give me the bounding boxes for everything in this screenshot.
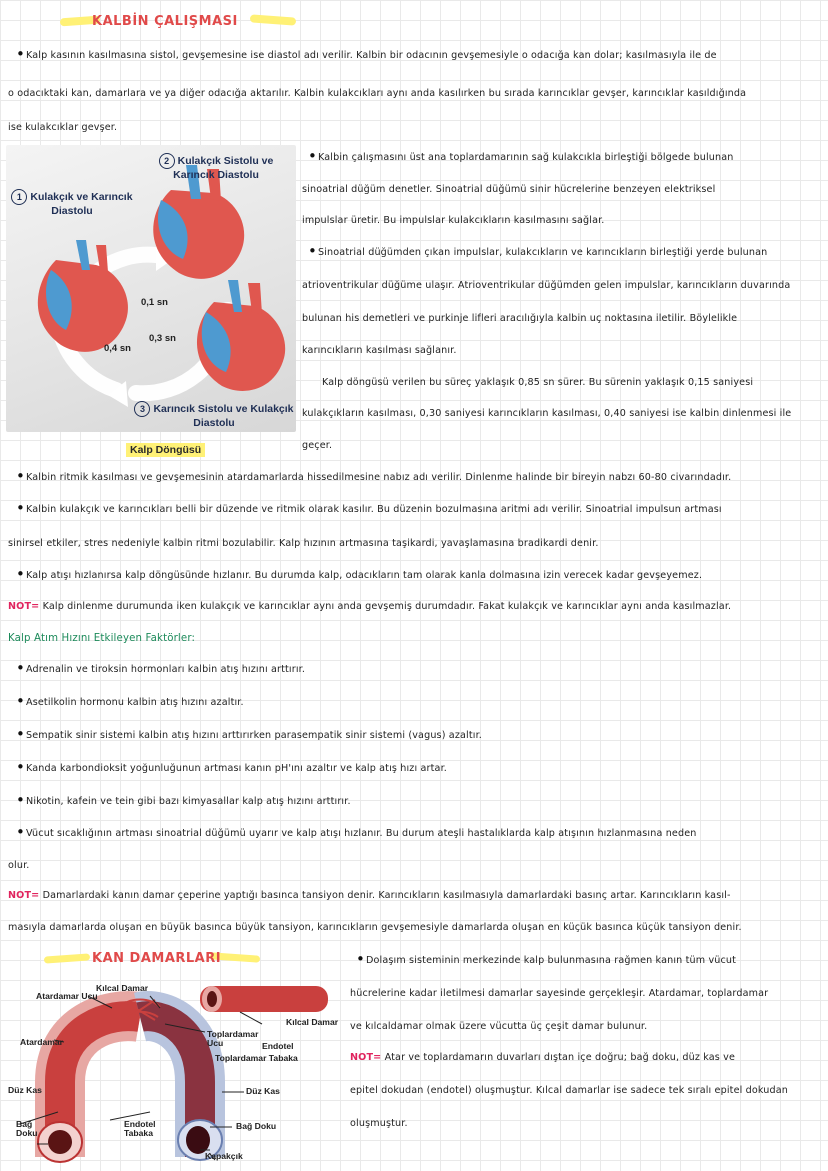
bullet-aritmi-line-2: sinirsel etkiler, stres nedeniyle kalbin ritmi bozulabilir. Kalp hızının artmasına taşikardi, yavaşlamasına bradikardi denir.: [8, 538, 599, 549]
s2-bullet-line-2: hücrelerine kadar iletilmesi damarlar sayesinde gerçekleşir. Atardamar, toplardamar: [350, 988, 769, 999]
stage-2-label: 2 Kulakçık Sistolu ve Karıncık Diastolu: [138, 153, 294, 181]
paragraph-1-line-1: Kalp kasının kasılmasına sistol, gevşemesine ise diastol adı verilir. Kalbin bir odacının gevşemesiyle o odacığa kan dolar; kasılmasıyla ile de: [26, 50, 717, 61]
note-1-label: NOT=: [8, 601, 40, 612]
right-bullet-2-line-3: bulunan his demetleri ve purkinje lifleri aracılığıyla kalbin uç noktasına iletilir. Böylelikle: [302, 313, 738, 324]
s2-note-line-3: oluşmuştur.: [350, 1118, 408, 1129]
factors-title: Kalp Atım Hızını Etkileyen Faktörler:: [8, 633, 196, 644]
time-0-4-label: 0,4 sn: [104, 343, 131, 354]
s2-note-label: NOT=: [350, 1052, 382, 1063]
bullet-kalp-atisi: Kalp atışı hızlanırsa kalp döngüsünde hızlanır. Bu durumda kalp, odacıkların tam olarak kanla dolmasına izin verecek kadar gevşeyemez.: [26, 570, 703, 581]
right-bullet-2-line-4: karıncıkların kasılması sağlanır.: [302, 345, 457, 356]
s2-note-text-1: Atar ve toplardamarın duvarları dıştan içe doğru; bağ doku, düz kas ve: [384, 1052, 736, 1063]
label-endotel-tabaka: Endotel Tabaka: [124, 1119, 156, 1139]
label-duz-kas-left: Düz Kas: [8, 1085, 42, 1095]
bullet-aritmi-line-1: Kalbin kulakçık ve karıncıkları belli bir düzende ve ritmik olarak kasılır. Bu düzenin bozulmasına aritmi adı verilir. Sinoatrial impulsun artması: [26, 504, 722, 515]
time-0-3-label: 0,3 sn: [149, 333, 176, 344]
stage-3-label: 3 Karıncık Sistolu ve Kulakçık Diastolu: [134, 401, 294, 429]
note-2-line-1: [8, 890, 822, 902]
note-2-line-2: masıyla damarlarda oluşan en büyük basınca büyük tansiyon, karıncıkların gevşemesiyle damarlarda oluşan en küçük basınca küçük tansiyon denir.: [8, 922, 742, 933]
right-para-3-line-2: kulakçıkların kasılması, 0,30 saniyesi karıncıkların kasılması, 0,40 saniyesi ise kalbin dinlenmesi ile: [302, 408, 792, 419]
factor-3: Sempatik sinir sistemi kalbin atış hızını arttırırken parasempatik sinir sistemi (vagus) azaltır.: [26, 730, 482, 741]
caption-kalp-dongusu: Kalp Döngüsü: [126, 443, 205, 457]
right-bullet-2-line-1: Sinoatrial düğümden çıkan impulslar, kulakcıkların ve karıncıkların birleştiği yerde bulunan: [318, 247, 768, 258]
time-0-1-label: 0,1 sn: [141, 297, 168, 308]
stage-1-number: 1: [11, 189, 27, 205]
right-bullet-1-line-2: sinoatrial düğüm denetler. Sinoatrial düğümü sinir hücrelerine benzeyen elektriksel: [302, 184, 716, 195]
paragraph-1-line-2: o odacıktaki kan, damarlara ve ya diğer odacığa aktarılır. Kalbin kulakcıkları aynı anda kasılırken bu sırada karıncıklar gevşer, karıncıklar kasıldığında: [8, 88, 747, 99]
right-bullet-1-line-3: impulslar üretir. Bu impulslar kulakcıkların kasılmasını sağlar.: [302, 215, 605, 226]
label-toplardamar-tabaka: Toplardamar Tabaka: [215, 1053, 298, 1063]
bullet-nabiz: Kalbin ritmik kasılması ve gevşemesinin atardamarlarda hissedilmesine nabız adı verilir. Dinlenme halinde bir bireyin nabzı 60-80 civarındadır.: [26, 472, 732, 483]
label-atardamar: Atardamar: [20, 1037, 63, 1047]
note-2-text-1: Damarlardaki kanın damar çeperine yaptığı basınca tansiyon denir. Karıncıkların kasılmasıyla damarlardaki basınç artar. Karıncıkların kasıl-: [42, 890, 731, 901]
right-bullet-1-line-1: Kalbin çalışmasını üst ana toplardamarının sağ kulakcıkla birleştiği bölgede bulunan: [318, 152, 734, 163]
factor-1: Adrenalin ve tiroksin hormonları kalbin atış hızını arttırır.: [26, 664, 306, 675]
factor-6-line-2: olur.: [8, 860, 30, 871]
factor-6-line-1: Vücut sıcaklığının artması sinoatrial düğümü uyarır ve kalp atışı hızlanır. Bu durum ateşli hastalıklarda kalp atışının hızlanmasına neden: [26, 828, 697, 839]
right-bullet-2-line-2: atrioventrikular düğüme ulaşır. Atrioventrikular düğümden gelen impulslar, karıncıkların duvarında: [302, 280, 791, 291]
label-duz-kas-right: Düz Kas: [246, 1086, 280, 1096]
section-title-kan-damarlari: KAN DAMARLARI: [92, 951, 222, 966]
s2-bullet-line-1: Dolaşım sisteminin merkezinde kalp bulunmasına rağmen kanın tüm vücut: [366, 955, 737, 966]
note-1: [8, 601, 822, 613]
right-para-3-line-3: geçer.: [302, 440, 333, 451]
title2-highlight-left: [44, 953, 90, 963]
factor-4: Kanda karbondioksit yoğunluğunun artması kanın pH'ını azaltır ve kalp atış hızı artar.: [26, 763, 447, 774]
title-highlight-right: [250, 14, 296, 25]
stage-1-label: 1 Kulakçık ve Karıncık Diastolu: [10, 189, 134, 217]
s2-note-line-1: [350, 1052, 822, 1064]
factor-2: Asetilkolin hormonu kalbin atış hızını azaltır.: [26, 697, 244, 708]
factor-5: Nikotin, kafein ve tein gibi bazı kimyasallar kalp atış hızını arttırır.: [26, 796, 351, 807]
label-bag-doku-left: Bağ Doku: [16, 1119, 38, 1139]
heart-cycle-figure: [6, 145, 296, 432]
note-1-text: Kalp dinlenme durumunda iken kulakçık ve karıncıklar aynı anda gevşemiş durumdadır. Fakat kulakçık ve karıncıklar aynı anda kasılmazlar.: [42, 601, 732, 612]
paragraph-1-line-3: ise kulakcıklar gevşer.: [8, 122, 118, 133]
section-title-kalbin-calismasi: KALBİN ÇALIŞMASI: [92, 14, 238, 29]
label-atardamar-ucu: Atardamar Ucu: [36, 991, 98, 1001]
s2-bullet-line-3: ve kılcaldamar olmak üzere vücutta üç çeşit damar bulunur.: [350, 1021, 648, 1032]
label-endotel: Endotel: [262, 1041, 294, 1051]
stage-2-number: 2: [159, 153, 175, 169]
stage-3-number: 3: [134, 401, 150, 417]
note-2-label: NOT=: [8, 890, 40, 901]
label-kilcal-damar: Kılcal Damar: [96, 983, 149, 993]
label-toplardamar-ucu: Toplardamar Ucu: [207, 1029, 259, 1049]
right-para-3-line-1: Kalp döngüsü verilen bu süreç yaklaşık 0,85 sn sürer. Bu sürenin yaklaşık 0,15 saniyesi: [322, 377, 754, 388]
label-kilcal-damar-2: Kılcal Damar: [286, 1017, 339, 1027]
blood-vessels-figure: [0, 972, 340, 1167]
label-kapakcik: Kapakçık: [205, 1151, 243, 1161]
label-bag-doku-right: Bağ Doku: [236, 1121, 277, 1131]
figure-caption: [126, 438, 205, 457]
s2-note-line-2: epitel dokudan (endotel) oluşmuştur. Kılcal damarlar ise sadece tek sıralı epitel dokudan: [350, 1085, 789, 1096]
